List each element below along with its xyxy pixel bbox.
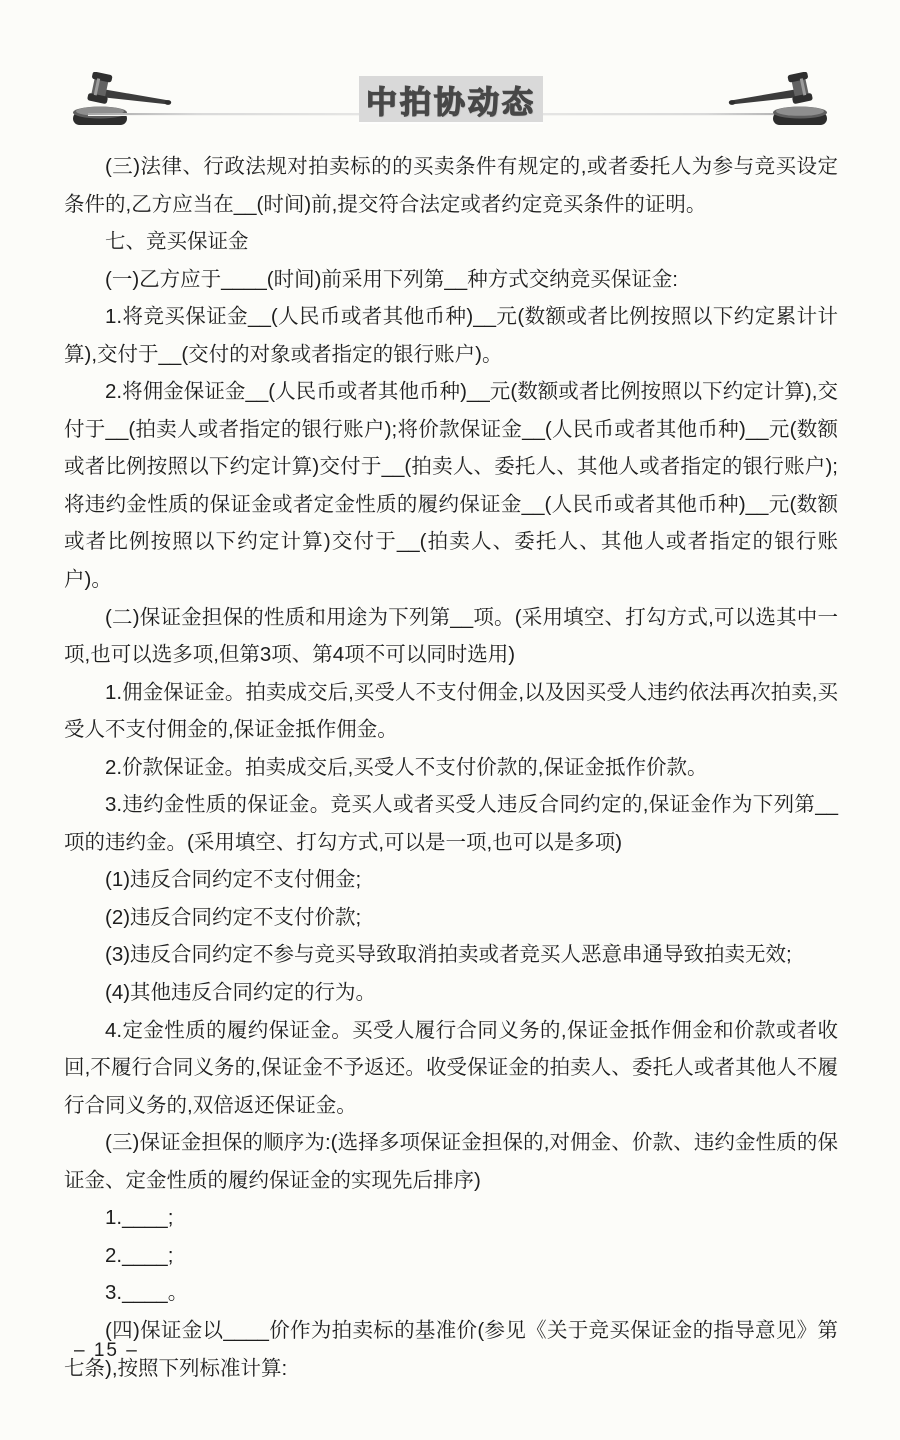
paragraph-method-1-bid-deposit: 1.将竞买保证金__(人民币或者其他币种)__元(数额或者比例按照以下约定累计计算),交付于__(交付的对象或者指定的银行账户)。 [64,305,838,366]
heading-section-7-bid-deposit: 七、竞买保证金 [105,230,249,254]
list-item-breach-3: (3)违反合同约定不参与竞买导致取消拍卖或者竞买人恶意串通导致拍卖无效; [105,943,792,967]
paragraph-buy-conditions-proof: (三)法律、行政法规对拍卖标的的买卖条件有规定的,或者委托人为参与竞买设定条件的,乙方应当在__(时间)前,提交符合法定或者约定竞买条件的证明。 [64,155,838,216]
paragraph-item-4-earnest-deposit: 4.定金性质的履约保证金。买受人履行合同义务的,保证金抵作佣金和价款或者收回,不履行合同义务的,保证金不予返还。收受保证金的拍卖人、委托人或者其他人不履行合同义务的,双倍返还保证金。 [64,1018,838,1117]
page-header [0,70,900,134]
paragraph-method-2-split-deposits: 2.将佣金保证金__(人民币或者其他币种)__元(数额或者比例按照以下约定计算),交付于__(拍卖人或者指定的银行账户);将价款保证金__(人民币或者其他币种)__元(数额或者比例按照以下约定计算)交付于__(拍卖人、委托人、其他人或者指定的银行账户);将违约金性质的保证金或者定金性质的履约保证金__(人民币或者其他币种)__元(数额或者比例按照以下约定计算)交付于__(拍卖人、委托人、其他人或者指定的银行账户)。 [64,380,838,592]
paragraph-7-2-deposit-nature: (二)保证金担保的性质和用途为下列第__项。(采用填空、打勾方式,可以选其中一项,也可以选多项,但第3项、第4项不可以同时选用) [64,605,838,667]
page-number: – 15 – [74,1340,139,1361]
gavel-icon [72,72,174,128]
blank-order-2: 2.____; [105,1243,174,1267]
gavel-icon [726,72,828,128]
paragraph-item-3-penalty-deposit: 3.违约金性质的保证金。竞买人或者买受人违反合同约定的,保证金作为下列第__项的违约金。(采用填空、打勾方式,可以是一项,也可以是多项) [64,793,838,854]
blank-order-1: 1.____; [105,1206,174,1230]
paragraph-item-2-price-deposit: 2.价款保证金。拍卖成交后,买受人不支付价款的,保证金抵作价款。 [105,755,708,779]
document-body [64,148,838,1387]
list-item-breach-2: (2)违反合同约定不支付价款; [105,905,362,929]
paragraph-7-1-payment-method: (一)乙方应于____(时间)前采用下列第__种方式交纳竞买保证金: [105,267,678,291]
blank-order-3: 3.____。 [105,1281,189,1305]
list-item-breach-4: (4)其他违反合同约定的行为。 [105,981,377,1005]
paragraph-item-1-commission-deposit: 1.佣金保证金。拍卖成交后,买受人不支付佣金,以及因买受人违约依法再次拍卖,买受人不支付佣金的,保证金抵作佣金。 [64,680,838,742]
list-item-breach-1: (1)违反合同约定不支付佣金; [105,868,362,892]
paragraph-7-4-base-price: (四)保证金以____价作为拍卖标的基准价(参见《关于竞买保证金的指导意见》第七条),按照下列标准计算: [64,1318,838,1380]
masthead-title-box [359,76,543,122]
paragraph-7-3-guarantee-order: (三)保证金担保的顺序为:(选择多项保证金担保的,对佣金、价款、违约金性质的保证金、定金性质的履约保证金的实现先后排序) [64,1131,838,1192]
masthead-title: 中拍协动态 [366,84,536,120]
